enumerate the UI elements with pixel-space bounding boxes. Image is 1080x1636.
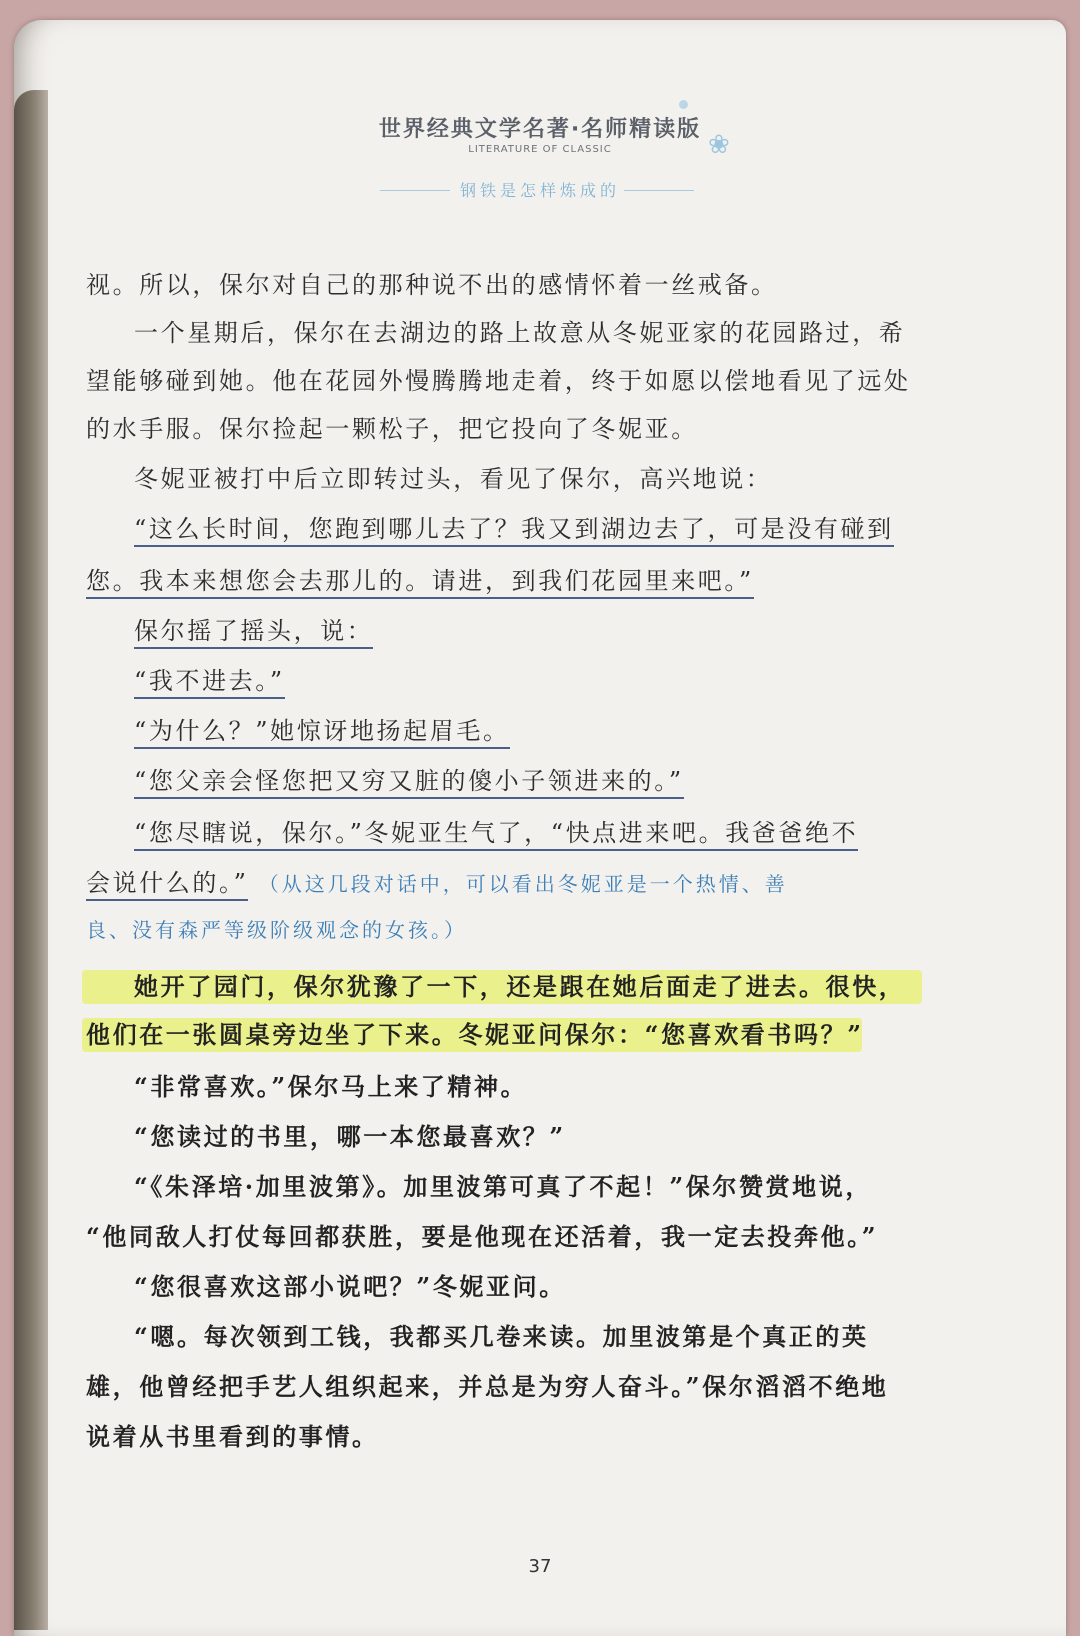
text-line: “为什么？”她惊讶地扬起眉毛。 xyxy=(86,716,912,746)
text-line: “您父亲会怪您把又穷又脏的傻小子领进来的。” xyxy=(86,766,912,796)
text-line: 会说什么的。” （从这几段对话中，可以看出冬妮亚是一个热情、善 xyxy=(86,868,912,899)
text-line-highlighted: 她开了园门，保尔犹豫了一下，还是跟在她后面走了进去。很快， xyxy=(134,972,906,1001)
text-line: “您尽瞎说，保尔。”冬妮亚生气了，“快点进来吧。我爸爸绝不 xyxy=(86,818,912,848)
text-line: “我不进去。” xyxy=(86,666,912,696)
text-line: 雄，他曾经把手艺人组织起来，并总是为穷人奋斗。”保尔滔滔不绝地 xyxy=(86,1372,889,1401)
text-line: 的水手服。保尔捡起一颗松子，把它投向了冬妮亚。 xyxy=(86,415,698,443)
flower-ornament-icon: ❀ xyxy=(708,130,730,160)
teacher-annotation: 良、没有森严等级阶级观念的女孩。） xyxy=(86,918,467,942)
series-title: 世界经典文学名著·名师精读版 xyxy=(378,117,702,142)
text-line: 您。我本来想您会去那儿的。请进，到我们花园里来吧。” xyxy=(86,566,912,596)
decorative-dot xyxy=(679,100,688,109)
text-line: “他同敌人打仗每回都获胜，要是他现在还活着，我一定去投奔他。” xyxy=(86,1222,879,1251)
series-english-title: LITERATURE OF CLASSIC xyxy=(468,144,612,155)
text-line: 保尔摇了摇头，说： xyxy=(86,616,912,646)
text-line: 视。所以，保尔对自己的那种说不出的感情怀着一丝戒备。 xyxy=(86,271,778,299)
page-number: 37 xyxy=(528,1556,552,1577)
text-line: “这么长时间，您跑到哪儿去了？我又到湖边去了，可是没有碰到 xyxy=(86,514,912,544)
text-line: 一个星期后，保尔在去湖边的路上故意从冬妮亚家的花园路过，希 xyxy=(134,319,906,347)
book-spine-shadow xyxy=(14,90,48,1630)
text-line: “您读过的书里，哪一本您最喜欢？” xyxy=(134,1122,566,1151)
teacher-annotation: （从这几段对话中，可以看出冬妮亚是一个热情、善 xyxy=(258,872,788,896)
text-line-highlighted: 他们在一张圆桌旁边坐了下来。冬妮亚问保尔：“您喜欢看书吗？” xyxy=(86,1020,864,1049)
book-title: 钢铁是怎样炼成的 xyxy=(459,181,620,200)
text-line: 说着从书里看到的事情。 xyxy=(86,1422,379,1451)
text-line: “《朱泽培·加里波第》。加里波第可真了不起！”保尔赞赏地说， xyxy=(134,1172,872,1201)
text-line: 冬妮亚被打中后立即转过头，看见了保尔，高兴地说： xyxy=(134,465,773,493)
text-line: 望能够碰到她。他在花园外慢腾腾地走着，终于如愿以偿地看见了远处 xyxy=(86,367,911,395)
text-line xyxy=(86,914,912,945)
text-line: “非常喜欢。”保尔马上来了精神。 xyxy=(134,1072,528,1101)
text-line: “嗯。每次领到工钱，我都买几卷来读。加里波第是个真正的英 xyxy=(134,1322,869,1351)
text-line: “您很喜欢这部小说吧？”冬妮亚问。 xyxy=(134,1272,566,1301)
